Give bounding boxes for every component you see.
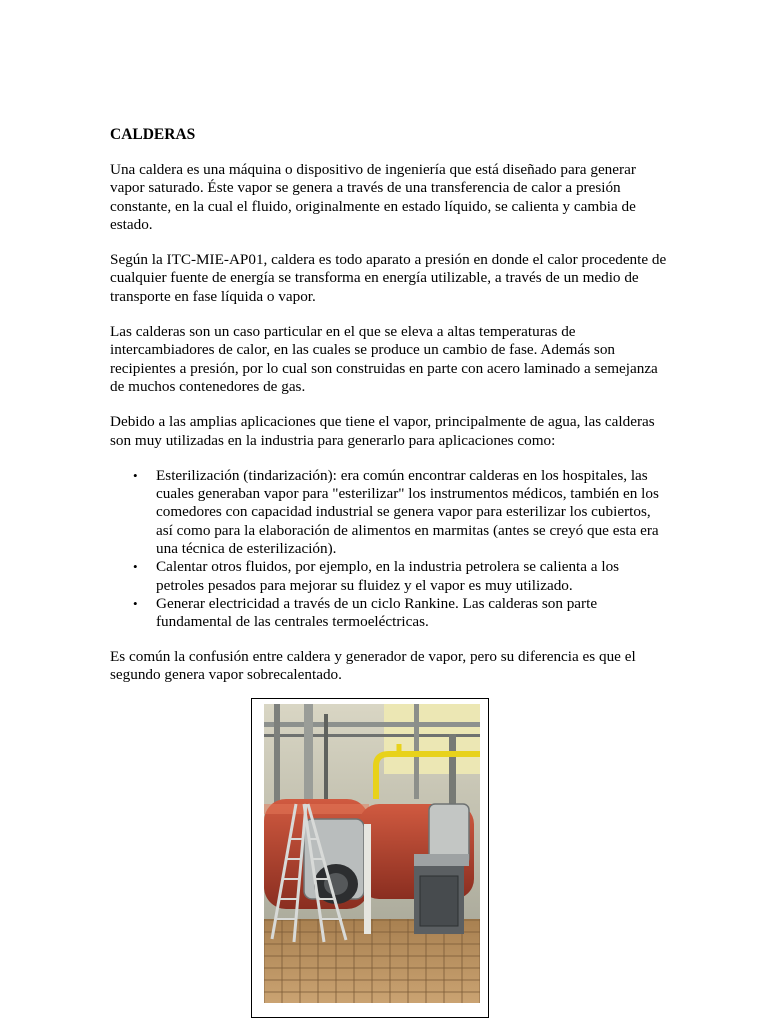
list-item bbox=[133, 594, 670, 632]
paragraph-itc-mie: Según la ITC-MIE-AP01, caldera es todo aparato a presión en donde el calor procedente de cualquier fuente de energía se transforma en energía utilizable, a través de un medio de transporte en fase líquida o vapor. bbox=[110, 251, 667, 305]
boiler-photo-frame bbox=[251, 698, 489, 1018]
paragraph-applications-intro: Debido a las amplias aplicaciones que tiene el vapor, principalmente de agua, las calderas son muy utilizadas en la industria para generarlo para aplicaciones como: bbox=[110, 413, 655, 449]
list-item bbox=[133, 558, 670, 595]
list-item-text: Calentar otros fluidos, por ejemplo, en la industria petrolera se calienta a los petroles pesados para mejorar su fluidez y el vapor es muy utilizado. bbox=[156, 558, 620, 594]
bullet-icon: • bbox=[133, 467, 138, 483]
boiler-room-photo bbox=[264, 704, 480, 1003]
list-item-text: Esterilización (tindarización): era común encontrar calderas en los hospitales, las cuales generaban vapor para "esterilizar" los instrumentos médicos, también en los comedores con capacidad industrial se genera vapor para esterilizar los cubiertos, así como para la elaboración de alimentos en marmitas (antes se creyó que esta era una técnica de esterilización). bbox=[156, 466, 659, 558]
paragraph-closing: Es común la confusión entre caldera y generador de vapor, pero su diferencia es que el segundo genera vapor sobrecalentado. bbox=[110, 647, 636, 683]
list-item-text: Generar electricidad a través de un ciclo Rankine. Las calderas son parte fundamental de las centrales termoeléctricas. bbox=[156, 594, 598, 631]
document-page bbox=[110, 126, 670, 701]
bullet-icon: • bbox=[133, 559, 138, 575]
applications-list bbox=[110, 467, 670, 632]
bullet-icon: • bbox=[133, 595, 138, 611]
paragraph-definition: Una caldera es una máquina o dispositivo de ingeniería que está diseñado para generar vapor saturado. Éste vapor se genera a través de una transferencia de calor a presión constante, en la cual el fluido, originalmente en estado líquido, se calienta y cambia de estado. bbox=[110, 161, 636, 233]
document-title: CALDERAS bbox=[110, 126, 196, 143]
list-item bbox=[133, 466, 670, 558]
paragraph-heat-exchangers: Las calderas son un caso particular en el que se eleva a altas temperaturas de intercambiadores de calor, en las cuales se produce un cambio de fase. Además son recipientes a presión, por lo cual son construidas en parte con acero laminado a semejanza de muchos contenedores de gas. bbox=[110, 323, 658, 395]
